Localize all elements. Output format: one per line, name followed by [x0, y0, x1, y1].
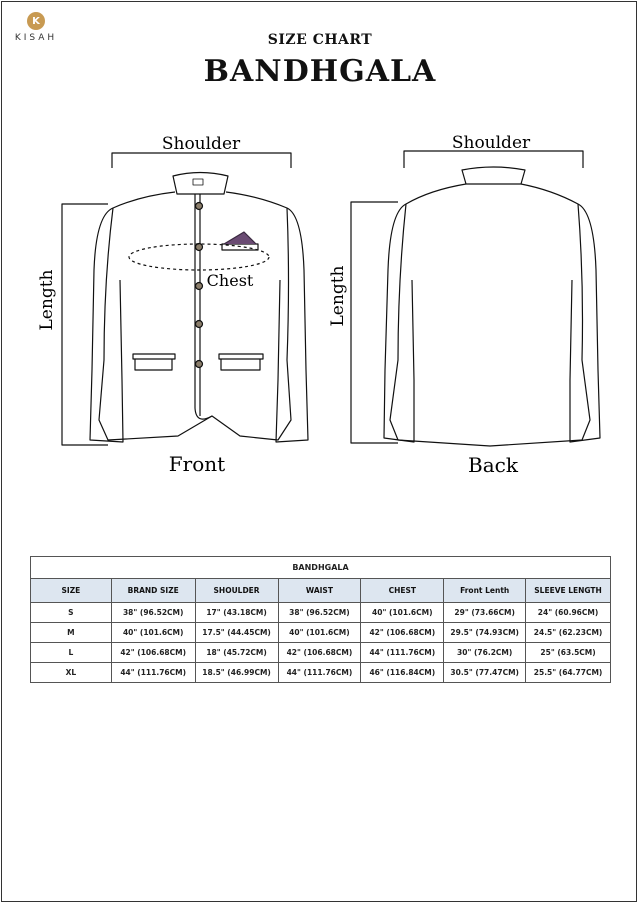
table-cell: 30.5" (77.47CM) — [444, 663, 526, 683]
table-cell: 46" (116.84CM) — [361, 663, 444, 683]
table-cell: 42" (106.68CM) — [361, 623, 444, 643]
table-row — [31, 623, 611, 643]
brand-name: KISAH — [14, 33, 58, 43]
table-cell: 44" (111.76CM) — [278, 663, 361, 683]
front-caption: Front — [168, 452, 226, 476]
table-cell: 40" (101.6CM) — [361, 603, 444, 623]
col-header-brand-size: BRAND SIZE — [111, 579, 195, 603]
table-cell: 42" (106.68CM) — [111, 643, 195, 663]
table-cell: 25.5" (64.77CM) — [526, 663, 611, 683]
table-header-row — [31, 579, 611, 603]
col-header-sleeve-length: SLEEVE LENGTH — [526, 579, 611, 603]
table-cell: 24" (60.96CM) — [526, 603, 611, 623]
table-cell: 18.5" (46.99CM) — [195, 663, 278, 683]
size-chart-table — [30, 556, 611, 683]
front-length-label: Length — [37, 269, 57, 331]
table-cell: 29.5" (74.93CM) — [444, 623, 526, 643]
table-cell: XL — [31, 663, 112, 683]
front-collar — [173, 173, 228, 195]
table-title: BANDHGALA — [31, 557, 611, 579]
table-cell: 30" (76.2CM) — [444, 643, 526, 663]
garment-diagram — [0, 120, 640, 490]
table-row — [31, 643, 611, 663]
table-cell: 42" (106.68CM) — [278, 643, 361, 663]
table-cell: L — [31, 643, 112, 663]
back-caption: Back — [468, 453, 518, 477]
table-cell: 38" (96.52CM) — [278, 603, 361, 623]
table-cell: 17" (43.18CM) — [195, 603, 278, 623]
col-header-waist: WAIST — [278, 579, 361, 603]
table-row — [31, 603, 611, 623]
table-cell: 24.5" (62.23CM) — [526, 623, 611, 643]
table-cell: 40" (101.6CM) — [111, 623, 195, 643]
table-cell: 17.5" (44.45CM) — [195, 623, 278, 643]
table-cell: 25" (63.5CM) — [526, 643, 611, 663]
table-cell: 38" (96.52CM) — [111, 603, 195, 623]
front-length-bracket — [62, 204, 108, 445]
back-shoulder-label: Shoulder — [451, 133, 531, 153]
front-shoulder-bracket — [112, 153, 291, 168]
page-title: BANDHGALA — [203, 54, 437, 89]
table-cell: 29" (73.66CM) — [444, 603, 526, 623]
table-row — [31, 663, 611, 683]
page-subtitle: SIZE CHART — [267, 32, 373, 48]
back-jacket-illustration — [351, 151, 600, 446]
table-cell: 40" (101.6CM) — [278, 623, 361, 643]
back-shoulder-bracket — [404, 151, 583, 168]
table-cell: 18" (45.72CM) — [195, 643, 278, 663]
back-collar — [462, 167, 525, 184]
col-header-size: SIZE — [31, 579, 112, 603]
chest-label: Chest — [206, 271, 254, 290]
col-header-shoulder: SHOULDER — [195, 579, 278, 603]
col-header-front-length: Front Lenth — [444, 579, 526, 603]
table-cell: 44" (111.76CM) — [111, 663, 195, 683]
back-length-label: Length — [328, 265, 348, 327]
front-jacket-illustration — [62, 153, 308, 445]
table-cell: 44" (111.76CM) — [361, 643, 444, 663]
front-shoulder-label: Shoulder — [161, 134, 241, 154]
brand-mark-icon: K — [27, 12, 45, 30]
table-cell: M — [31, 623, 112, 643]
col-header-chest: CHEST — [361, 579, 444, 603]
table-cell: S — [31, 603, 112, 623]
